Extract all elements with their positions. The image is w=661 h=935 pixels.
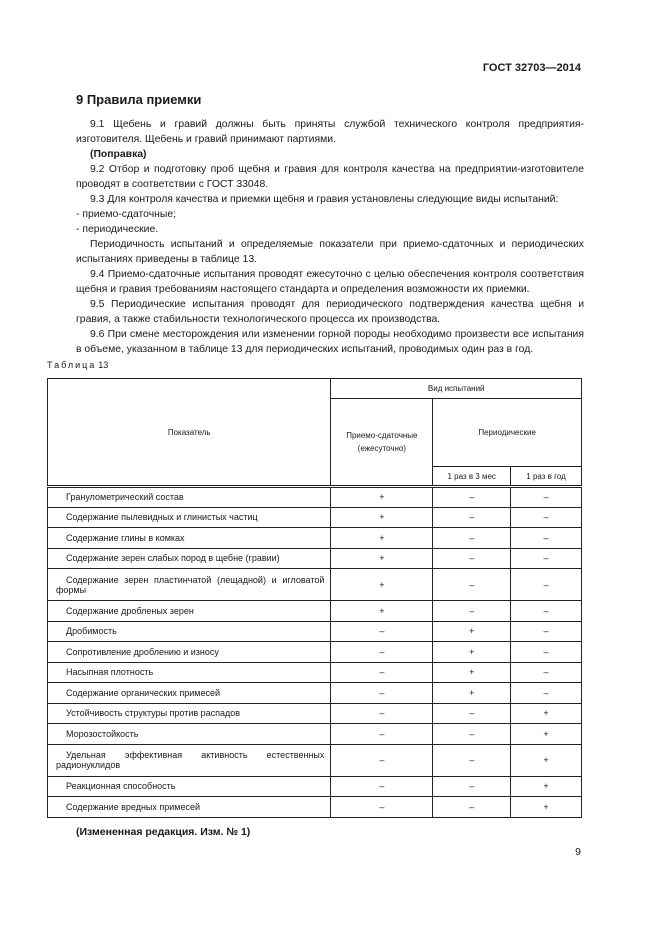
acceptance-tests-table	[47, 378, 582, 818]
row-per-year-cell: –	[511, 548, 582, 569]
row-per-3-months-cell: +	[433, 683, 511, 704]
row-indicator-cell: Насыпная плотность	[48, 662, 331, 683]
section-body	[76, 117, 584, 357]
table-row	[48, 683, 582, 704]
table-row	[48, 569, 582, 601]
row-per-3-months-cell: –	[433, 487, 511, 508]
row-per-3-months-cell: –	[433, 797, 511, 818]
paragraph-9-3: 9.3 Для контроля качества и приемки щебня и гравия установлены следующие виды испытаний:	[90, 194, 559, 205]
row-per-3-months-cell: –	[433, 569, 511, 601]
row-per-year-cell: +	[511, 776, 582, 797]
table-row	[48, 487, 582, 508]
table-row	[48, 528, 582, 549]
row-acceptance-cell: +	[331, 569, 433, 601]
row-per-year-cell: –	[511, 642, 582, 663]
row-per-year-cell: –	[511, 507, 582, 528]
row-acceptance-cell: –	[331, 621, 433, 642]
row-acceptance-cell: –	[331, 776, 433, 797]
header-indicator: Показатель	[48, 379, 331, 487]
row-per-year-cell: –	[511, 569, 582, 601]
row-acceptance-cell: +	[331, 487, 433, 508]
row-per-year-cell: –	[511, 528, 582, 549]
table-row	[48, 507, 582, 528]
row-acceptance-cell: –	[331, 703, 433, 724]
row-acceptance-cell: +	[331, 528, 433, 549]
table-row	[48, 776, 582, 797]
row-indicator-cell: Содержание зерен пластинчатой (лещадной) и игловатой формы	[48, 569, 331, 601]
row-per-year-cell: +	[511, 744, 582, 776]
paragraph-9-1: 9.1 Щебень и гравий должны быть приняты службой технического контроля предприятия-изготовителя. Щебень и гравий принимают партиями.	[76, 119, 584, 145]
row-per-3-months-cell: +	[433, 621, 511, 642]
amendment-note: (Измененная редакция. Изм. № 1)	[76, 826, 251, 838]
table-body	[48, 487, 582, 818]
row-indicator-cell: Реакционная способность	[48, 776, 331, 797]
row-acceptance-cell: +	[331, 548, 433, 569]
row-acceptance-cell: –	[331, 724, 433, 745]
row-per-year-cell: –	[511, 662, 582, 683]
table-row	[48, 724, 582, 745]
row-per-3-months-cell: +	[433, 662, 511, 683]
row-per-3-months-cell: +	[433, 642, 511, 663]
row-indicator-cell: Гранулометрический состав	[48, 487, 331, 508]
table-row	[48, 548, 582, 569]
row-per-3-months-cell: –	[433, 744, 511, 776]
header-per-year: 1 раз в год	[511, 467, 582, 487]
paragraph-9-2: 9.2 Отбор и подготовку проб щебня и гравия для контроля качества на предприятии-изготовителе проводят в соответствии с ГОСТ 33048.	[76, 164, 584, 190]
header-test-types: Вид испытаний	[331, 379, 582, 399]
page-number: 9	[575, 846, 581, 858]
row-per-3-months-cell: –	[433, 703, 511, 724]
table-caption-word: Таблица	[47, 360, 97, 370]
row-per-year-cell: –	[511, 621, 582, 642]
row-indicator-cell: Содержание зерен слабых пород в щебне (гравии)	[48, 548, 331, 569]
table-row	[48, 642, 582, 663]
header-per-3-months: 1 раз в 3 мес	[433, 467, 511, 487]
row-per-year-cell: +	[511, 797, 582, 818]
row-indicator-cell: Устойчивость структуры против распадов	[48, 703, 331, 724]
table-row	[48, 601, 582, 622]
table-row	[48, 797, 582, 818]
table-row	[48, 744, 582, 776]
list-item: - приемо-сдаточные;	[76, 209, 177, 220]
header-acceptance: Приемо-сдаточные (ежесуточно)	[331, 399, 433, 487]
row-acceptance-cell: –	[331, 642, 433, 663]
row-per-3-months-cell: –	[433, 724, 511, 745]
table-row	[48, 621, 582, 642]
header-periodic: Периодические	[433, 399, 582, 467]
row-indicator-cell: Содержание органических примесей	[48, 683, 331, 704]
row-indicator-cell: Сопротивление дроблению и износу	[48, 642, 331, 663]
row-per-3-months-cell: –	[433, 507, 511, 528]
row-acceptance-cell: –	[331, 662, 433, 683]
row-indicator-cell: Удельная эффективная активность естественных радионуклидов	[48, 744, 331, 776]
table-caption	[47, 360, 108, 370]
row-acceptance-cell: –	[331, 797, 433, 818]
row-per-year-cell: +	[511, 724, 582, 745]
table-caption-number: 13	[98, 360, 109, 370]
row-per-3-months-cell: –	[433, 528, 511, 549]
row-per-year-cell: +	[511, 703, 582, 724]
row-indicator-cell: Дробимость	[48, 621, 331, 642]
document-code: ГОСТ 32703—2014	[482, 62, 581, 74]
row-per-3-months-cell: –	[433, 548, 511, 569]
row-indicator-cell: Содержание пылевидных и глинистых частиц	[48, 507, 331, 528]
section-title: 9 Правила приемки	[76, 92, 202, 107]
row-indicator-cell: Содержание глины в комках	[48, 528, 331, 549]
list-item: - периодические.	[76, 224, 159, 235]
row-acceptance-cell: –	[331, 744, 433, 776]
row-acceptance-cell: –	[331, 683, 433, 704]
row-indicator-cell: Содержание дробленых зерен	[48, 601, 331, 622]
paragraph-9-4: 9.4 Приемо-сдаточные испытания проводят ежесуточно с целью обеспечения контроля соответствия щебня и гравия требованиям настоящего стандарта и определения возможности их приемки.	[76, 269, 584, 295]
paragraph-periodicity: Периодичность испытаний и определяемые показатели при приемо-сдаточных и периодических испытаниях приведены в таблице 13.	[76, 239, 584, 265]
row-indicator-cell: Морозостойкость	[48, 724, 331, 745]
paragraph-9-5: 9.5 Периодические испытания проводят для периодического подтверждения качества щебня и гравия, а также стабильности технологического процесса их производства.	[76, 299, 584, 325]
table-row	[48, 662, 582, 683]
row-acceptance-cell: +	[331, 507, 433, 528]
row-per-year-cell: –	[511, 683, 582, 704]
table-row	[48, 703, 582, 724]
row-per-year-cell: –	[511, 487, 582, 508]
row-acceptance-cell: +	[331, 601, 433, 622]
correction-note: (Поправка)	[90, 149, 147, 160]
row-indicator-cell: Содержание вредных примесей	[48, 797, 331, 818]
row-per-3-months-cell: –	[433, 601, 511, 622]
paragraph-9-6: 9.6 При смене месторождения или изменении горной породы необходимо произвести все испытания в объеме, указанном в таблице 13 для периодических испытаний, проводимых один раз в год.	[76, 329, 584, 355]
row-per-3-months-cell: –	[433, 776, 511, 797]
row-per-year-cell: –	[511, 601, 582, 622]
